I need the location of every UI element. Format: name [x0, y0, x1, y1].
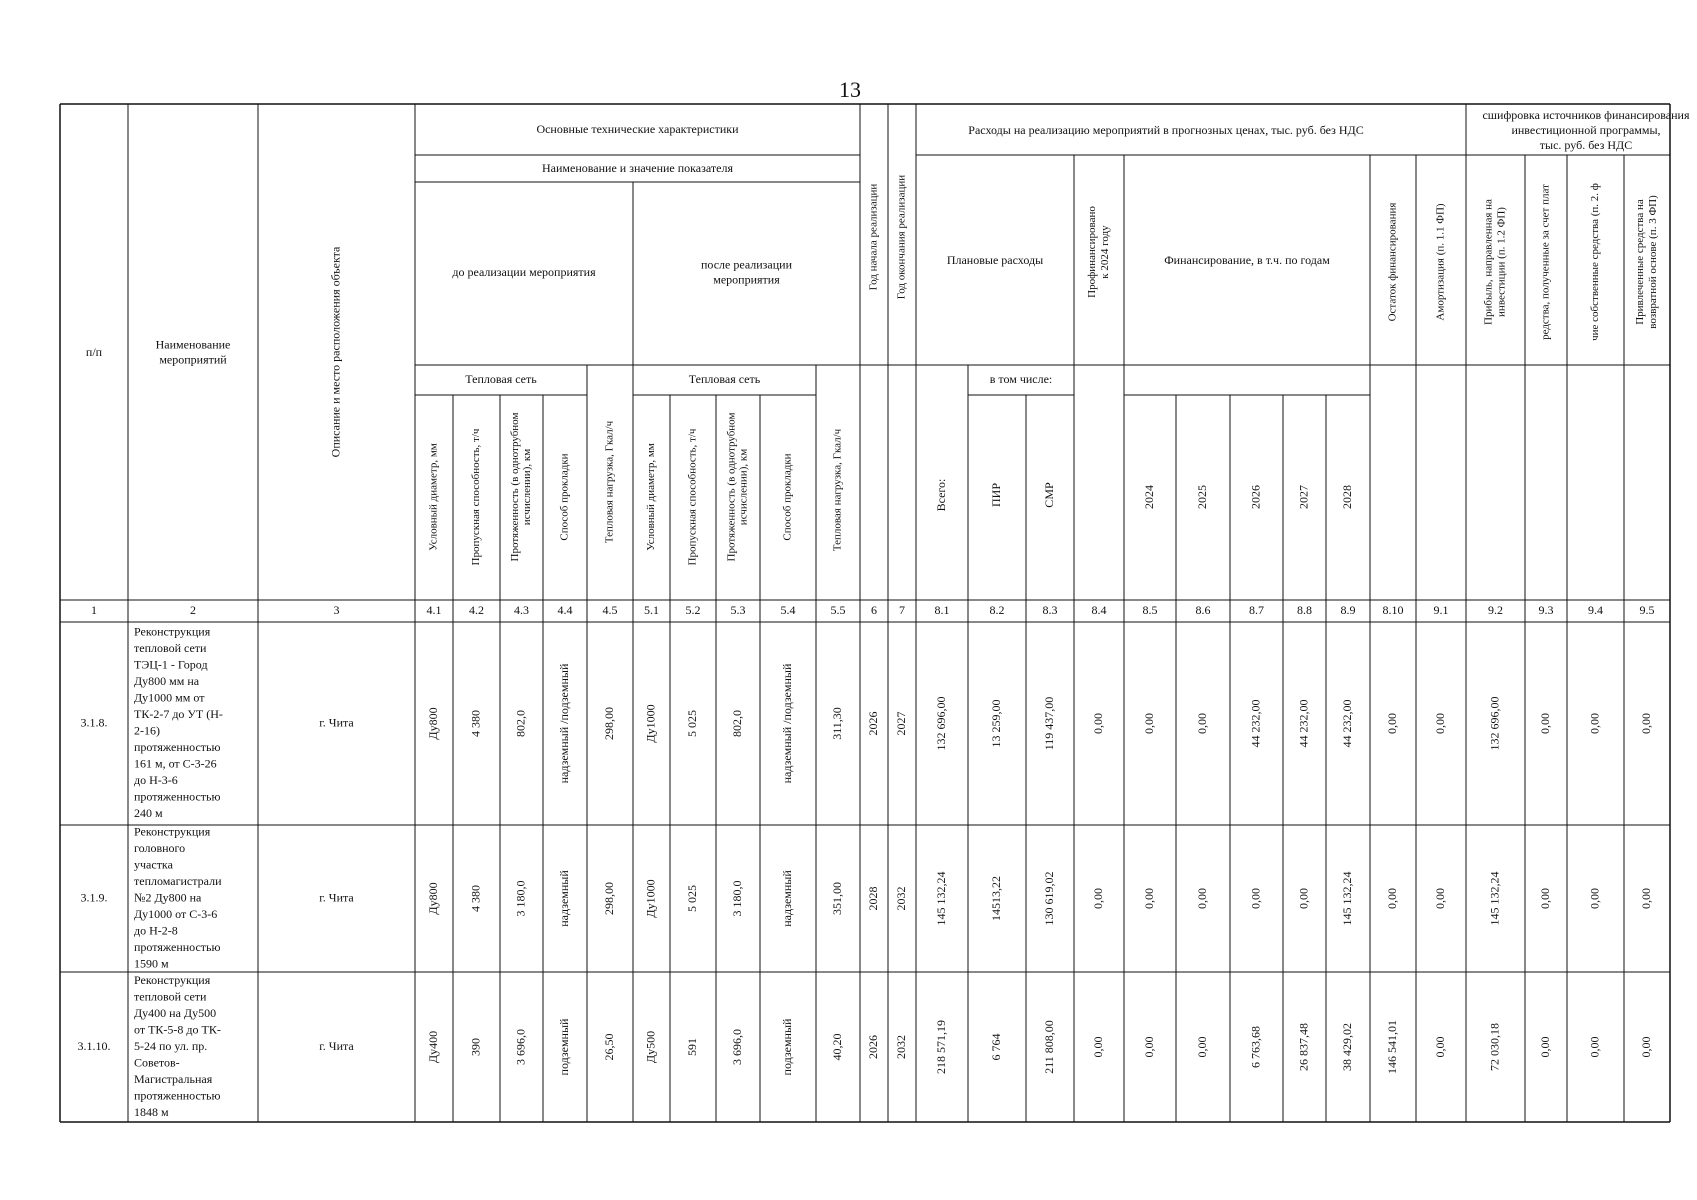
row-cell: подземный	[779, 1018, 794, 1076]
row-cell: 298,00	[601, 707, 616, 740]
row-cell: 5 025	[684, 885, 699, 912]
page-number: 13	[839, 77, 861, 102]
row-name: 161 м, от С-3-26	[134, 756, 217, 771]
row-cell: 298,00	[601, 882, 616, 915]
header-fees: редства, полученные за счет плат	[1539, 184, 1552, 340]
row-name: Ду400 на Ду500	[134, 1005, 217, 1020]
row-cell: Ду1000	[643, 704, 658, 743]
header-prefinanced: к 2024 году	[1099, 225, 1112, 279]
header-laying-after: Способ прокладки	[781, 453, 794, 541]
row-name: 2-16)	[134, 723, 160, 738]
row-cell: 145 132,24	[933, 871, 948, 926]
row-cell: Ду500	[643, 1030, 658, 1064]
row-cell: 0,00	[1248, 888, 1263, 909]
column-number: 9.1	[1433, 602, 1449, 617]
row-name: Советов-	[134, 1055, 180, 1070]
row-name: ТЭЦ-1 - Город	[134, 657, 208, 672]
header-year-2028: 2028	[1339, 485, 1354, 509]
row-cell: 130 619,02	[1041, 871, 1056, 926]
header-smr: СМР	[1041, 482, 1056, 508]
row-cell: 2032	[893, 886, 908, 911]
column-number: 8.2	[989, 602, 1005, 617]
header-remaining: Остаток финансирования	[1386, 202, 1399, 322]
row-cell: 132 696,00	[933, 696, 948, 751]
row-name: Ду1000 мм от	[134, 690, 205, 705]
row-cell: 802,0	[729, 710, 744, 737]
header-year-2024: 2024	[1141, 485, 1156, 509]
row-cell: 591	[684, 1038, 699, 1056]
header-planned: Плановые расходы	[946, 252, 1044, 267]
row-name: протяженностью	[134, 939, 221, 954]
row-cell: 4 380	[468, 885, 483, 912]
row-name: Реконструкция	[134, 824, 211, 839]
row-name: 1848 м	[134, 1104, 169, 1119]
row-cell: 38 429,02	[1339, 1023, 1354, 1071]
column-number: 5.3	[730, 602, 746, 617]
header-load-after: Тепловая нагрузка, Гкал/ч	[831, 428, 844, 552]
column-number: 4.2	[469, 602, 484, 617]
row-cell: 351,00	[829, 882, 844, 915]
row-name: ТК-2-7 до УТ (Н-	[134, 707, 223, 721]
column-number: 8.3	[1042, 602, 1058, 617]
row-cell: 0,00	[1587, 1036, 1602, 1058]
column-number: 8.10	[1382, 602, 1404, 617]
header-after: мероприятия	[713, 272, 780, 287]
header-prefinanced: Профинансировано	[1086, 206, 1099, 298]
row-cell: 211 808,00	[1041, 1020, 1056, 1074]
column-number: 5.2	[685, 602, 701, 617]
column-number: 7	[899, 602, 905, 617]
row-name: тепловой сети	[134, 641, 207, 655]
row-place: г. Чита	[319, 1038, 354, 1053]
header-capacity-before: Пропускная способность, т/ч	[470, 428, 483, 566]
row-cell: 0,00	[1638, 713, 1653, 734]
header-financing: Финансирование, в т.ч. по годам	[1164, 252, 1330, 267]
column-number: 9.3	[1538, 602, 1554, 617]
row-cell: 0,00	[1638, 888, 1653, 909]
header-after: после реализации	[700, 257, 793, 272]
row-cell: 3 696,0	[729, 1029, 744, 1065]
row-cell: 3 696,0	[513, 1029, 528, 1065]
row-cell: 119 437,00	[1041, 696, 1056, 751]
row-name: от ТК-5-8 до ТК-	[134, 1022, 221, 1037]
header-total: Всего:	[933, 478, 948, 512]
row-name: протяженностью	[134, 740, 221, 754]
row-cell: 0,00	[1090, 888, 1105, 909]
row-place: г. Чита	[319, 715, 354, 730]
header-pir: ПИР	[988, 482, 1003, 508]
row-cell: Ду800	[425, 882, 440, 915]
header-own-funds: чие собственные средства (п. 2. ф	[1589, 183, 1602, 341]
row-cell: 802,0	[513, 710, 528, 737]
header-tech-main: Основные технические характеристики	[536, 121, 739, 136]
row-cell: 2026	[865, 1035, 880, 1059]
column-number: 8.5	[1142, 602, 1158, 617]
header-length-after: исчислении), км	[737, 448, 750, 526]
row-cell: 0,00	[1537, 888, 1552, 909]
row-cell: 40,20	[829, 1033, 844, 1061]
column-number: 5.5	[830, 602, 846, 617]
row-cell: 0,00	[1432, 888, 1447, 909]
row-cell: 0,00	[1587, 713, 1602, 734]
row-cell: 72 030,18	[1487, 1023, 1502, 1071]
row-number: 3.1.10.	[77, 1038, 111, 1053]
row-name: Реконструкция	[134, 624, 211, 639]
row-name: до Н-2-8	[134, 923, 178, 938]
header-sources-main: сшифровка источников финансирования	[1482, 107, 1690, 122]
row-cell: 146 541,01	[1384, 1020, 1399, 1074]
header-profit: инвестиции (п. 1.2 ФП)	[1495, 207, 1508, 317]
header-amortization: Амортизация (п. 1.1 ФП)	[1434, 203, 1447, 321]
header-year-end: Год окончания реализации	[895, 174, 908, 300]
column-number: 8.6	[1195, 602, 1211, 617]
column-number: 4.5	[602, 602, 618, 617]
header-pp: п/п	[85, 344, 103, 359]
header-indicator: Наименование и значение показателя	[542, 160, 733, 175]
row-cell: надземный /подземный	[779, 663, 794, 784]
row-name: Магистральная	[134, 1071, 213, 1086]
row-cell: 5 025	[684, 710, 699, 737]
row-cell: 0,00	[1537, 713, 1552, 734]
row-name: Ду1000 от С-3-6	[134, 906, 218, 921]
row-cell: 0,00	[1090, 713, 1105, 734]
header-attracted: возвратной основе (п. 3 ФП)	[1647, 195, 1660, 329]
row-cell: 26,50	[601, 1033, 616, 1061]
row-cell: 3 180,0	[729, 880, 744, 917]
row-cell: 0,00	[1537, 1036, 1552, 1058]
row-name: 240 м	[134, 806, 163, 820]
row-name: 1590 м	[134, 956, 169, 971]
header-capacity-after: Пропускная способность, т/ч	[686, 428, 699, 566]
header-heat-net-after: Тепловая сеть	[688, 371, 761, 386]
row-cell: 26 837,48	[1296, 1023, 1311, 1071]
row-name: протяженностью	[134, 1088, 221, 1103]
row-cell: подземный	[556, 1018, 571, 1076]
header-diameter-after: Условный диаметр, мм	[645, 443, 658, 551]
column-number: 1	[91, 602, 97, 617]
row-place: г. Чита	[319, 890, 354, 905]
row-number: 3.1.9.	[80, 890, 108, 905]
header-costs-main: Расходы на реализацию мероприятий в прогнозных ценах, тыс. руб. без НДС	[968, 122, 1364, 137]
header-sources-main: инвестиционной программы,	[1511, 122, 1661, 137]
row-name: тепломагистрали	[134, 873, 222, 888]
row-cell: 0,00	[1194, 713, 1209, 734]
row-cell: 311,30	[829, 707, 844, 740]
row-name: тепловой сети	[134, 989, 207, 1004]
row-cell: 0,00	[1432, 713, 1447, 734]
row-cell: 3 180,0	[513, 880, 528, 917]
row-cell: 44 232,00	[1339, 699, 1354, 748]
row-cell: 0,00	[1384, 888, 1399, 909]
row-name: 5-24 по ул. пр.	[134, 1038, 208, 1053]
row-cell: надземный	[779, 870, 794, 927]
header-load-before: Тепловая нагрузка, Гкал/ч	[603, 420, 616, 544]
header-profit: Прибыль, направленная на	[1482, 199, 1495, 325]
row-cell: 0,00	[1432, 1036, 1447, 1058]
row-name: №2 Ду800 на	[134, 890, 202, 905]
row-cell: 2027	[893, 711, 908, 736]
row-cell: 2026	[865, 711, 880, 736]
row-cell: 145 132,24	[1487, 871, 1502, 926]
row-cell: 0,00	[1090, 1036, 1105, 1058]
row-cell: 13 259,00	[988, 699, 1003, 748]
header-length-after: Протяженность (в однотрубном	[725, 412, 738, 562]
column-number: 9.5	[1639, 602, 1655, 617]
column-number: 4.4	[557, 602, 573, 617]
row-cell: 218 571,19	[933, 1020, 948, 1074]
row-cell: Ду800	[425, 707, 440, 740]
row-name: Реконструкция	[134, 972, 211, 987]
row-cell: надземный	[556, 870, 571, 927]
row-cell: 0,00	[1141, 713, 1156, 734]
column-number: 5.1	[644, 602, 659, 617]
header-year-2027: 2027	[1296, 485, 1311, 509]
row-cell: 145 132,24	[1339, 871, 1354, 926]
row-cell: 132 696,00	[1487, 696, 1502, 751]
header-before: до реализации мероприятия	[452, 264, 596, 279]
row-name: головного	[134, 840, 186, 855]
column-number: 9.4	[1588, 602, 1603, 617]
column-number: 9.2	[1488, 602, 1503, 617]
row-cell: 0,00	[1141, 888, 1156, 909]
header-sources-main: тыс. руб. без НДС	[1539, 137, 1633, 152]
header-diameter-before: Условный диаметр, мм	[427, 443, 440, 551]
column-number: 8.4	[1091, 602, 1107, 617]
header-length-before: Протяженность (в однотрубном	[509, 412, 522, 562]
row-cell: 2028	[865, 886, 880, 911]
row-name: Ду800 мм на	[134, 674, 200, 688]
row-cell: 0,00	[1638, 1036, 1653, 1058]
row-cell: 0,00	[1587, 888, 1602, 909]
column-number: 4.3	[514, 602, 529, 617]
header-year-start: Год начала реализации	[867, 183, 880, 291]
header-attracted: Привлеченные средства на	[1634, 199, 1647, 325]
column-number: 3	[333, 602, 340, 617]
header-description: Описание и место расположения объекта	[328, 246, 343, 458]
column-number: 4.1	[426, 602, 442, 617]
column-number: 8.1	[934, 602, 950, 617]
row-cell: 6 764	[988, 1033, 1003, 1061]
row-cell: 0,00	[1296, 888, 1311, 909]
row-cell: 4 380	[468, 710, 483, 737]
row-number: 3.1.8.	[80, 715, 108, 730]
header-laying-before: Способ прокладки	[558, 453, 571, 541]
header-name: Наименование	[155, 337, 231, 352]
header-heat-net-before: Тепловая сеть	[465, 371, 537, 386]
row-cell: 14513,22	[988, 876, 1003, 921]
column-number: 8.9	[1340, 602, 1356, 617]
row-cell: Ду400	[425, 1030, 440, 1064]
row-cell: 2032	[893, 1035, 908, 1059]
column-number: 8.7	[1249, 602, 1264, 617]
row-cell: 0,00	[1194, 1036, 1209, 1058]
row-cell: 0,00	[1384, 713, 1399, 734]
row-cell: 44 232,00	[1296, 699, 1311, 748]
row-name: участка	[134, 857, 173, 872]
row-name: до Н-3-6	[134, 773, 178, 787]
row-cell: 6 763,68	[1248, 1026, 1263, 1068]
header-length-before: исчислении), км	[521, 448, 534, 526]
column-number: 8.8	[1297, 602, 1312, 617]
row-cell: 0,00	[1194, 888, 1209, 909]
row-cell: надземный /подземный	[556, 663, 571, 784]
column-number: 2	[190, 602, 196, 617]
header-including: в том числе:	[989, 371, 1053, 386]
column-number: 5.4	[780, 602, 796, 617]
header-name: мероприятий	[159, 352, 227, 367]
header-year-2026: 2026	[1248, 485, 1263, 509]
row-cell: Ду1000	[643, 879, 658, 918]
row-cell: 0,00	[1141, 1036, 1156, 1058]
column-number: 6	[871, 602, 877, 617]
row-name: протяженностью	[134, 789, 221, 804]
row-cell: 390	[468, 1038, 483, 1056]
header-year-2025: 2025	[1194, 485, 1209, 509]
row-cell: 44 232,00	[1248, 699, 1263, 748]
